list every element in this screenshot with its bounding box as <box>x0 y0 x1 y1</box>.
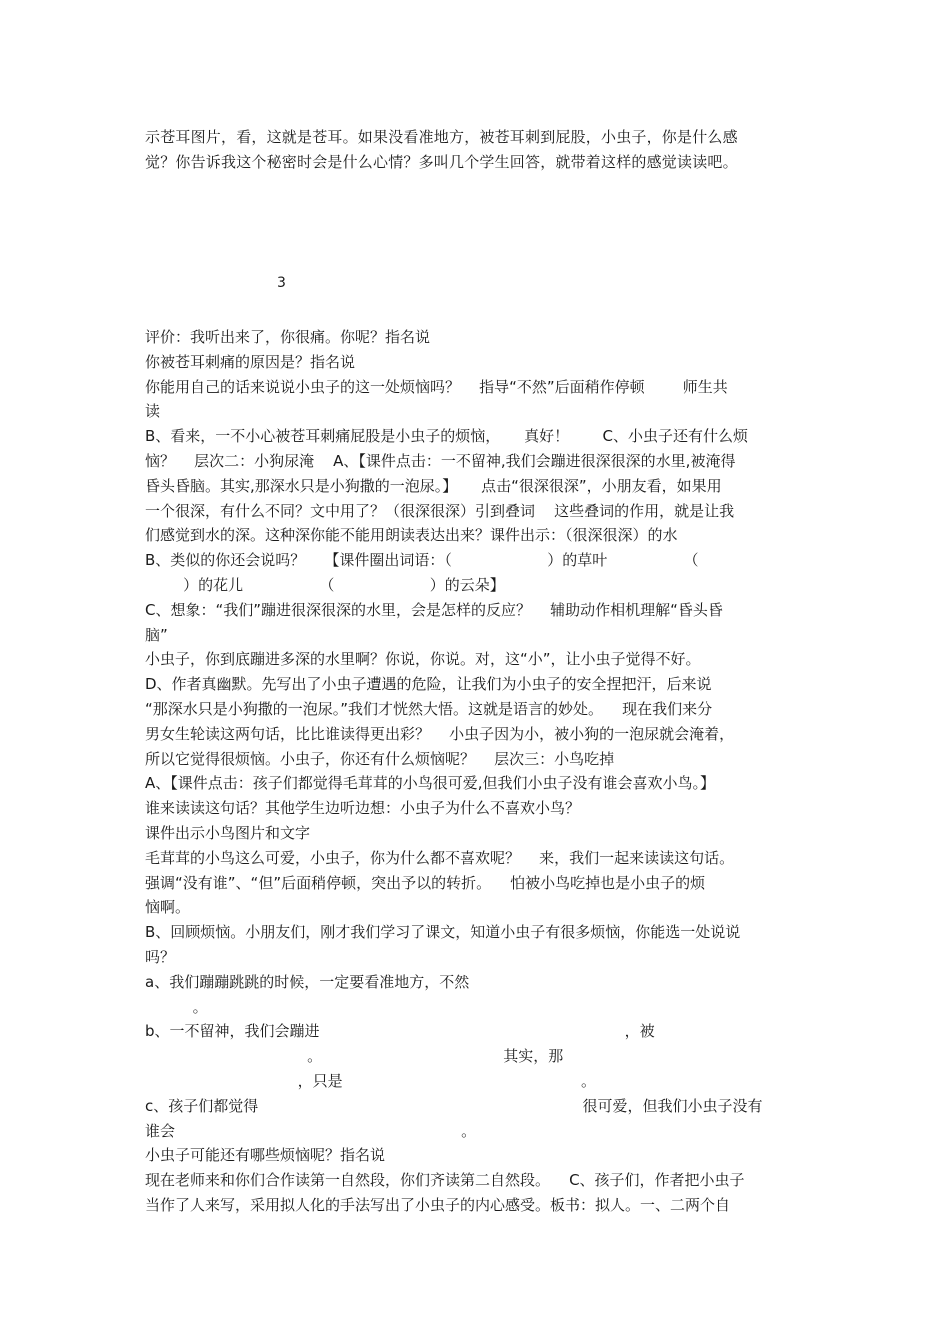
body-line: C、想象：“我们”蹦进很深很深的水里，会是怎样的反应？ 辅助动作相机理解“昏头昏 <box>145 600 723 619</box>
body-line: B、回顾烦恼。小朋友们，刚才我们学习了课文，知道小虫子有很多烦恼，你能选一处说说 <box>145 923 741 942</box>
body-line: 谁来读读这句话？其他学生边听边想：小虫子为什么不喜欢小鸟？ <box>145 799 581 818</box>
page-number: 3 <box>277 275 286 291</box>
body-line: 所以它觉得很烦恼。小虫子，你还有什么烦恼呢？ 层次三：小鸟吃掉 <box>145 749 615 768</box>
body-line: 恼？ 层次二：小狗尿淹 A、【课件点击：一不留神,我们会蹦进很深很深的水里,被淹得 <box>145 451 736 470</box>
body-line: ，只是 。 <box>145 1071 596 1090</box>
body-line: 当作了人来写，采用拟人化的手法写出了小虫子的内心感受。板书：拟人。一、二两个自 <box>145 1195 731 1214</box>
body-line: A、【课件点击：孩子们都觉得毛茸茸的小鸟很可爱,但我们小虫子没有谁会喜欢小鸟。】 <box>145 774 716 793</box>
body-line: 脑” <box>145 625 168 644</box>
body-line: D、作者真幽默。先写出了小虫子遭遇的危险，让我们为小虫子的安全捏把汗，后来说 <box>145 675 712 694</box>
body-line: 男女生轮读这两句话，比比谁读得更出彩？ 小虫子因为小，被小狗的一泡尿就会淹着， <box>145 724 735 743</box>
body-line: 。 <box>145 997 208 1016</box>
body-line: c、孩子们都觉得 很可爱，但我们小虫子没有 <box>145 1096 763 1115</box>
body-line: 们感觉到水的深。这种深你能不能用朗读表达出来？课件出示：（很深很深）的水 <box>145 526 678 545</box>
body-line: 谁会 。 <box>145 1121 477 1140</box>
body-line: 你能用自己的话来说说小虫子的这一处烦恼吗？ 指导“不然”后面稍作停顿 师生共 <box>145 377 728 396</box>
intro-line-2: 觉？你告诉我这个秘密时会是什么心情？多叫几个学生回答，就带着这样的感觉读读吧。 <box>145 153 738 171</box>
body-line: 强调“没有谁”、“但”后面稍停顿，突出予以的转折。 怕被小鸟吃掉也是小虫子的烦 <box>145 873 706 892</box>
body-line: 。 其实，那 <box>145 1047 564 1066</box>
body-line: 昏头昏脑。其实,那深水只是小狗撒的一泡尿。】 点击“很深很深”，小朋友看，如果用 <box>145 476 722 495</box>
body-line: 评价：我听出来了，你很痛。你呢？指名说 <box>145 328 431 346</box>
body-line: B、类似的你还会说吗？ 【课件圈出词语：（ ）的草叶 （ <box>145 551 699 570</box>
body-line: 小虫子，你到底蹦进多深的水里啊？你说，你说。对，这“小”，让小虫子觉得不好。 <box>145 650 701 669</box>
body-line: 读 <box>145 402 161 421</box>
body-line: 恼啊。 <box>145 898 191 917</box>
body-line: 现在老师来和你们合作读第一自然段，你们齐读第二自然段。 C、孩子们，作者把小虫子 <box>145 1171 745 1190</box>
body-line: B、看来，一不小心被苍耳刺痛屁股是小虫子的烦恼， 真好！ C、小虫子还有什么烦 <box>145 427 748 446</box>
body-line: 小虫子可能还有哪些烦恼呢？指名说 <box>145 1146 386 1165</box>
body-line: 吗？ <box>145 947 176 966</box>
body-line: b、一不留神，我们会蹦进 ，被 <box>145 1022 655 1041</box>
body-line: a、我们蹦蹦跳跳的时候，一定要看准地方，不然 <box>145 972 470 991</box>
document-body <box>145 325 815 1218</box>
body-line: “那深水只是小狗撒的一泡尿。”我们才恍然大悟。这就是语言的妙处。 现在我们来分 <box>145 699 713 718</box>
body-line: 一个很深，有什么不同？文中用了？（很深很深）引到叠词 这些叠词的作用，就是让我 <box>145 501 735 520</box>
body-line: 你被苍耳刺痛的原因是？指名说 <box>145 352 356 371</box>
body-line: 课件出示小鸟图片和文字 <box>145 823 311 842</box>
body-line: 毛茸茸的小鸟这么可爱，小虫子，你为什么都不喜欢呢？ 来，我们一起来读读这句话。 <box>145 848 735 867</box>
body-line: ）的花儿 （ ）的云朵】 <box>145 575 505 594</box>
intro-line-1: 示苍耳图片，看，这就是苍耳。如果没看准地方，被苍耳刺到屁股，小虫子，你是什么感 <box>145 128 738 146</box>
